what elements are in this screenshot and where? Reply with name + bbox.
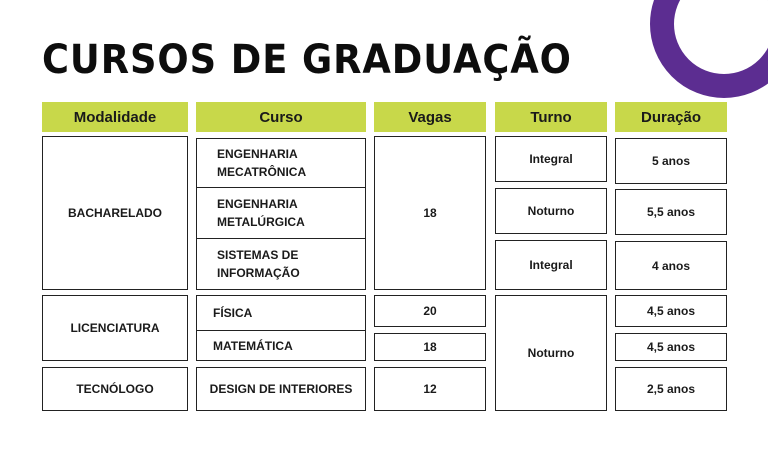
curso-label: SISTEMAS DE INFORMAÇÃO — [217, 248, 300, 280]
duracao-cell: 4,5 anos — [615, 295, 727, 327]
decorative-ring — [650, 0, 768, 98]
turno-cell: Integral — [495, 136, 607, 182]
header-vagas: Vagas — [374, 102, 486, 132]
curso-cell — [196, 187, 366, 239]
duracao-cell: 2,5 anos — [615, 367, 727, 411]
duracao-cell: 5 anos — [615, 138, 727, 184]
modalidade-cell: BACHARELADO — [42, 136, 188, 290]
page-title: CURSOS DE GRADUAÇÃO — [42, 37, 572, 83]
turno-cell: Noturno — [495, 295, 607, 411]
curso-label: ENGENHARIA MECATRÔNICA — [217, 147, 307, 179]
curso-cell: DESIGN DE INTERIORES — [196, 367, 366, 411]
curso-cell — [196, 138, 366, 188]
curso-label: ENGENHARIA METALÚRGICA — [217, 197, 305, 229]
header-duracao: Duração — [615, 102, 727, 132]
duracao-cell: 4 anos — [615, 241, 727, 290]
header-curso: Curso — [196, 102, 366, 132]
modalidade-cell: LICENCIATURA — [42, 295, 188, 361]
vagas-cell: 12 — [374, 367, 486, 411]
curso-cell: FÍSICA — [196, 295, 366, 331]
duracao-cell: 4,5 anos — [615, 333, 727, 361]
header-turno: Turno — [495, 102, 607, 132]
turno-cell: Noturno — [495, 188, 607, 234]
vagas-cell: 18 — [374, 136, 486, 290]
curso-cell: MATEMÁTICA — [196, 330, 366, 361]
curso-cell — [196, 238, 366, 290]
modalidade-cell: TECNÓLOGO — [42, 367, 188, 411]
vagas-cell: 20 — [374, 295, 486, 327]
duracao-cell: 5,5 anos — [615, 189, 727, 235]
vagas-cell: 18 — [374, 333, 486, 361]
turno-cell: Integral — [495, 240, 607, 290]
header-modalidade: Modalidade — [42, 102, 188, 132]
